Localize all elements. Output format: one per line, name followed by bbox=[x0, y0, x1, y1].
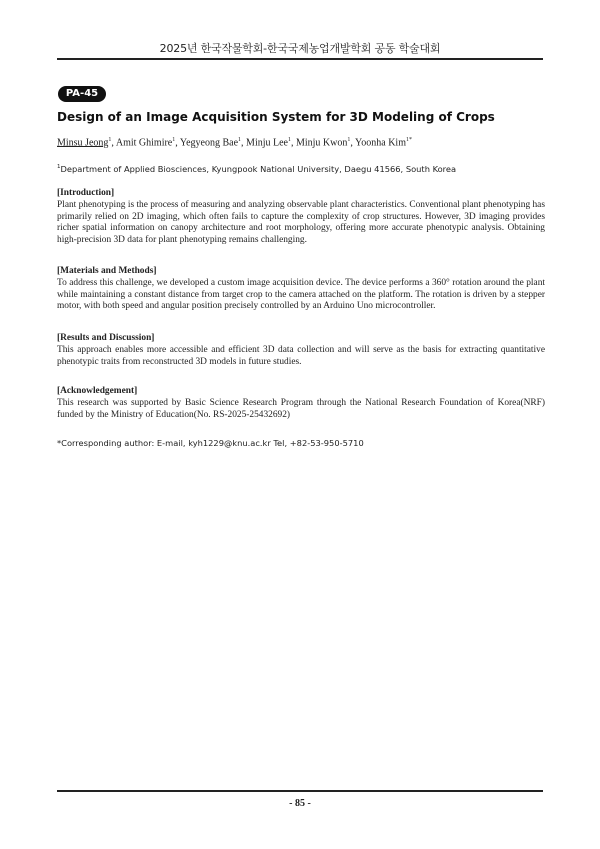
corresponding-author-note: *Corresponding author: E-mail, kyh1229@knu.ac.kr Tel, +82-53-950-5710 bbox=[57, 438, 364, 448]
section-body: This approach enables more accessible and efficient 3D data collection and will serve as the basis for extracting quantitative phenotypic traits from reconstructed 3D models in future studies. bbox=[57, 344, 545, 367]
author-name: Yoonha Kim bbox=[355, 137, 406, 149]
author-affil-mark: 1 bbox=[238, 137, 242, 143]
author-separator: , bbox=[241, 137, 247, 149]
author-affil-mark: 1* bbox=[405, 137, 412, 143]
author-affil-mark: 1 bbox=[172, 137, 176, 143]
section-body: Plant phenotyping is the process of measuring and analyzing observable plant characteristics. Conventional plant phenotyping has primarily relied on 2D imaging, which often fails to capture the complexity of crop structures. However, 3D imaging provides richer spatial information on canopy architecture and root morphology, offering more accurate phenotypic analysis. Obtaining high-precision 3D data for plant phenotyping remains challenging. bbox=[57, 199, 545, 246]
author-name: Minsu Jeong bbox=[57, 137, 109, 149]
author-list bbox=[57, 137, 412, 148]
conference-header: 2025년 한국작물학회-한국국제농업개발학회 공동 학술대회 bbox=[159, 42, 441, 55]
results-section bbox=[57, 333, 545, 368]
section-body: This research was supported by Basic Science Research Program through the National Research Foundation of Korea(NRF) funded by the Ministry of Education(No. RS-2025-25432692) bbox=[57, 397, 545, 420]
paper-title: Design of an Image Acquisition System for 3D Modeling of Crops bbox=[57, 110, 495, 124]
section-heading: [Results and Discussion] bbox=[57, 333, 155, 343]
section-heading: [Acknowledgement] bbox=[57, 386, 138, 396]
acknowledgement-section bbox=[57, 386, 545, 421]
page-number: - 85 - bbox=[289, 798, 311, 809]
author-name: Minju Lee bbox=[246, 137, 288, 149]
author-name: Yegyeong Bae bbox=[179, 137, 239, 149]
author-separator: , bbox=[175, 137, 180, 149]
affiliation bbox=[57, 164, 456, 174]
header-divider bbox=[57, 58, 543, 60]
affiliation-text: Department of Applied Biosciences, Kyungpook National University, Daegu 41566, South Korea bbox=[60, 164, 457, 174]
introduction-section bbox=[57, 188, 545, 247]
section-heading: [Materials and Methods] bbox=[57, 266, 157, 276]
author-name: Amit Ghimire bbox=[115, 137, 173, 149]
methods-section bbox=[57, 266, 545, 313]
author-separator: , bbox=[350, 137, 356, 149]
author-separator: , bbox=[111, 137, 116, 149]
author-affil-mark: 1 bbox=[287, 137, 291, 143]
author-affil-mark: 1 bbox=[347, 137, 351, 143]
section-heading: [Introduction] bbox=[57, 188, 115, 198]
abstract-id-badge: PA-45 bbox=[58, 86, 106, 102]
affiliation-mark: 1 bbox=[57, 164, 61, 171]
author-name: Minju Kwon bbox=[295, 137, 348, 149]
section-body: To address this challenge, we developed a custom image acquisition device. The device performs a 360° rotation around the plant while maintaining a constant distance from target crop to the camera attached on the platform. The rotation is driven by a stepper motor, with both speed and angular position precisely controlled by an Arduino Uno microcontroller. bbox=[57, 277, 545, 312]
footer-divider bbox=[57, 790, 543, 792]
author-separator: , bbox=[290, 137, 296, 149]
author-affil-mark: 1 bbox=[108, 137, 112, 143]
